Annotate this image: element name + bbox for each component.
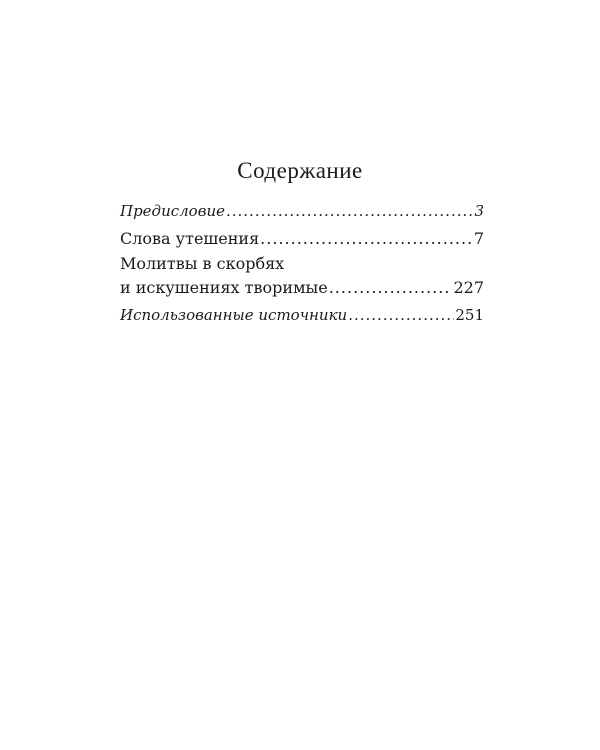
toc-entry-prayers[interactable] <box>120 276 484 300</box>
toc-entry-label: и искушениях творимые <box>120 278 328 297</box>
toc-entry-preface[interactable] <box>120 198 484 225</box>
toc-entry-sources[interactable] <box>120 302 484 329</box>
toc-entry-consolation[interactable] <box>120 225 484 252</box>
toc-entry-label: Слова утешения <box>120 229 260 248</box>
toc-entry-page: 7 <box>473 229 484 248</box>
toc-entry-page: 3 <box>474 202 484 220</box>
toc-entry-label: Использованные источники <box>120 306 348 324</box>
toc-entry-page: 227 <box>453 278 484 297</box>
dot-leader <box>348 302 454 329</box>
toc-entry-label: Предисловие <box>120 202 225 220</box>
dot-leader <box>226 198 473 225</box>
table-of-contents <box>120 198 484 329</box>
toc-entry-page: 251 <box>455 306 484 324</box>
dot-leader <box>329 276 453 300</box>
page-title: Содержание <box>237 158 363 183</box>
dot-leader <box>260 225 473 252</box>
toc-entry-prayers-line1[interactable]: Молитвы в скорбях <box>120 254 285 273</box>
